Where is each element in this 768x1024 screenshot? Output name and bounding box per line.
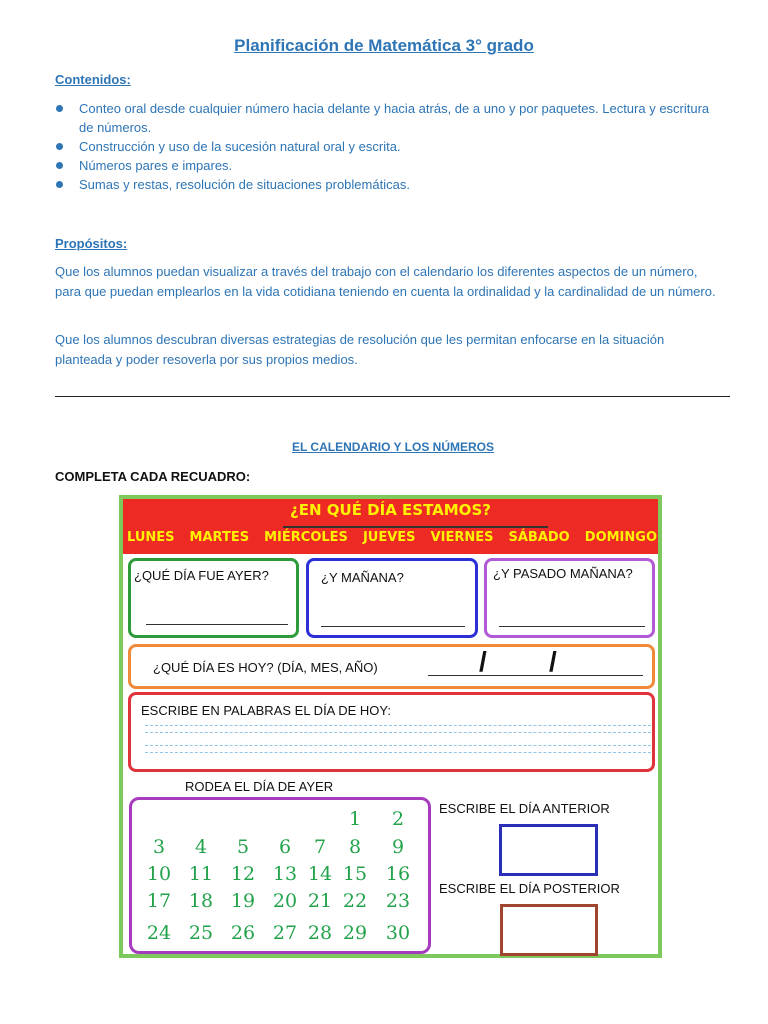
calendar-day[interactable]: 28 (307, 922, 333, 944)
next-day-label: ESCRIBE EL DÍA POSTERIOR (435, 881, 657, 901)
calendar-day[interactable]: 10 (146, 863, 172, 885)
weekday-label: LUNES (127, 530, 175, 545)
weekday-label: SÁBADO (508, 530, 570, 545)
bullet-icon (56, 162, 63, 169)
calendar-day[interactable]: 11 (188, 863, 214, 885)
list-item: Construcción y uso de la sucesión natural oral y escrita. (55, 137, 715, 156)
proposito-paragraph-1: Que los alumnos puedan visualizar a través del trabajo con el calendario los diferentes aspectos de un número, para que puedan emplearlos en la vida cotidiana teniendo en cuenta la ordinalidad y la cardinalidad de un número. (55, 264, 716, 299)
list-item: Conteo oral desde cualquier número hacia delante y hacia atrás, de a uno y por paquetes. Lectura y escritura de números. (55, 99, 715, 137)
weekday-label: JUEVES (362, 530, 416, 545)
calendar-day[interactable]: 3 (152, 836, 166, 858)
bullet-icon (56, 105, 63, 112)
weekday-label: MIÉRCOLES (264, 530, 348, 545)
date-separator: / (549, 646, 557, 677)
calendar-day[interactable]: 7 (313, 836, 327, 858)
tomorrow-box (306, 558, 478, 638)
horizontal-rule (55, 396, 730, 397)
worksheet-question: ¿EN QUÉ DÍA ESTAMOS? (290, 501, 491, 519)
weekday-label: MARTES (189, 530, 250, 545)
previous-day-square[interactable] (499, 824, 598, 876)
calendar-day[interactable]: 20 (272, 890, 298, 912)
yesterday-box (128, 558, 299, 638)
banner-underline (283, 526, 548, 528)
calendar-day[interactable]: 13 (272, 863, 298, 885)
worksheet (119, 495, 662, 958)
yesterday-label: ¿QUÉ DÍA FUE AYER? (134, 568, 269, 583)
calendar-day[interactable]: 18 (188, 890, 214, 912)
calendar-day[interactable]: 15 (342, 863, 368, 885)
contenidos-list (55, 99, 715, 194)
previous-day-label: ESCRIBE EL DÍA ANTERIOR (435, 801, 657, 821)
calendar-day[interactable]: 27 (272, 922, 298, 944)
circle-yesterday-label: RODEA EL DÍA DE AYER (181, 779, 365, 799)
writing-line[interactable] (145, 745, 651, 746)
page-title: Planificación de Matemática 3° grado (234, 36, 534, 55)
answer-line[interactable] (499, 626, 645, 627)
writing-line[interactable] (145, 725, 651, 726)
date-answer-line[interactable] (428, 675, 643, 676)
calendar-day[interactable]: 24 (146, 922, 172, 944)
calendar-day[interactable]: 22 (342, 890, 368, 912)
list-item: Sumas y restas, resolución de situaciones problemáticas. (55, 175, 715, 194)
write-words-label: ESCRIBE EN PALABRAS EL DÍA DE HOY: (141, 703, 391, 718)
calendar-day[interactable]: 1 (348, 808, 362, 830)
calendar-day[interactable]: 21 (307, 890, 333, 912)
tomorrow-label: ¿Y MAÑANA? (321, 570, 404, 585)
answer-line[interactable] (146, 624, 288, 625)
contenidos-heading: Contenidos: (55, 72, 131, 87)
weekday-label: DOMINGO (584, 530, 657, 545)
calendar-day[interactable]: 30 (385, 922, 411, 944)
proposito-paragraph-2: Que los alumnos descubran diversas estrategias de resolución que les permitan enfocarse en la situación planteada y poder resoverla por sus propios medios. (55, 332, 665, 367)
day-after-label: ¿Y PASADO MAÑANA? (493, 566, 633, 581)
calendar-day[interactable]: 12 (230, 863, 256, 885)
calendar-day[interactable]: 14 (307, 863, 333, 885)
calendar-day[interactable]: 5 (236, 836, 250, 858)
propositos-heading: Propósitos: (55, 236, 128, 251)
date-separator: / (479, 646, 487, 677)
calendar-day[interactable]: 29 (342, 922, 368, 944)
day-after-box (484, 558, 655, 638)
calendar-day[interactable]: 6 (278, 836, 292, 858)
bullet-icon (56, 143, 63, 150)
list-item: Números pares e impares. (55, 156, 715, 175)
calendar-day[interactable]: 19 (230, 890, 256, 912)
calendar-day[interactable]: 17 (146, 890, 172, 912)
calendar-day[interactable]: 25 (188, 922, 214, 944)
calendar-day[interactable]: 26 (230, 922, 256, 944)
activity-title: EL CALENDARIO Y LOS NÚMEROS (291, 440, 495, 454)
today-label: ¿QUÉ DÍA ES HOY? (DÍA, MES, AÑO) (153, 660, 378, 675)
activity-instruction: COMPLETA CADA RECUADRO: (55, 469, 251, 484)
weekday-label: VIERNES (430, 530, 494, 545)
next-day-square[interactable] (500, 904, 598, 956)
today-date-box (128, 644, 655, 689)
calendar-day[interactable]: 9 (391, 836, 405, 858)
weekday-row (127, 530, 657, 545)
calendar-day[interactable]: 8 (348, 836, 362, 858)
calendar-day[interactable]: 23 (385, 890, 411, 912)
calendar-day[interactable]: 4 (194, 836, 208, 858)
calendar-day[interactable]: 16 (385, 863, 411, 885)
write-words-box (128, 692, 655, 772)
calendar-day[interactable]: 2 (391, 808, 405, 830)
writing-line[interactable] (145, 752, 651, 753)
answer-line[interactable] (321, 626, 465, 627)
writing-line[interactable] (145, 732, 651, 733)
bullet-icon (56, 181, 63, 188)
